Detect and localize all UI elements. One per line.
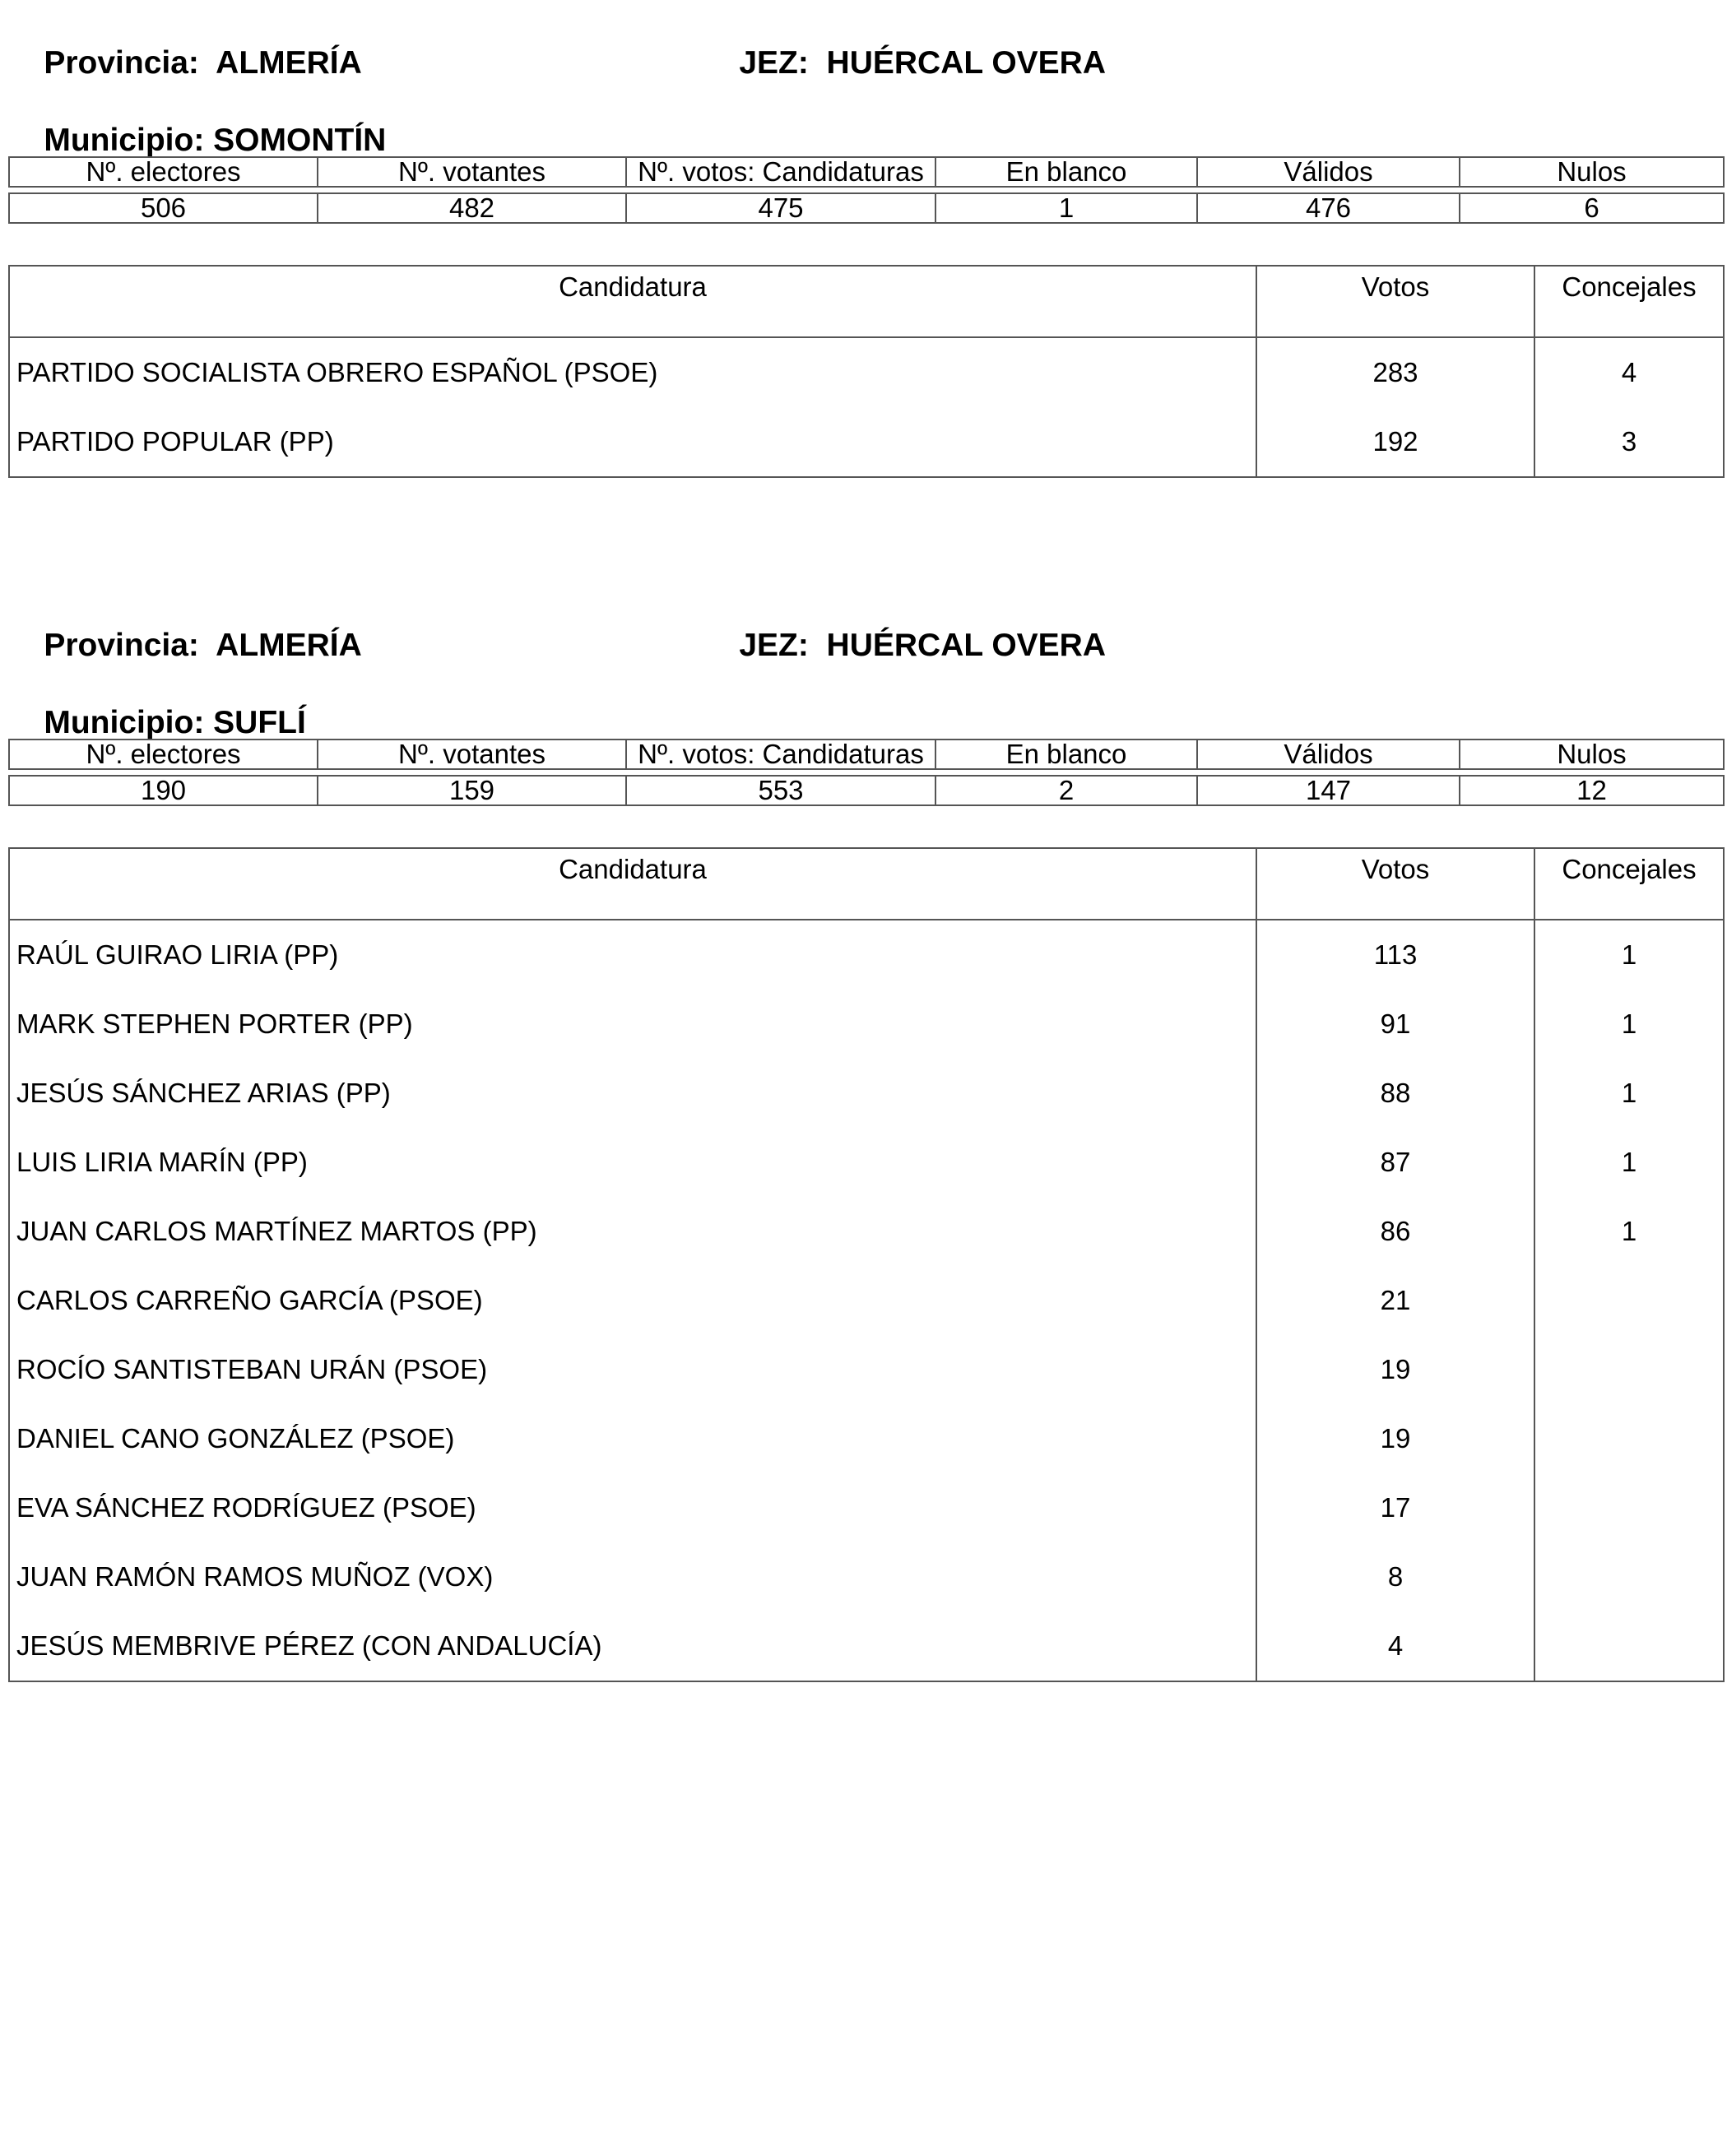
candidate-votes: 4 <box>1256 1611 1534 1681</box>
stat-votantes: 159 <box>318 776 626 805</box>
candidate-votes: 87 <box>1256 1128 1534 1197</box>
candidate-seats <box>1534 1266 1724 1335</box>
stats-value-row <box>9 776 1724 805</box>
stat-header-validos: Válidos <box>1197 157 1460 187</box>
stat-header-en-blanco: En blanco <box>935 157 1197 187</box>
candidate-name: JESÚS SÁNCHEZ ARIAS (PP) <box>9 1059 1256 1128</box>
provincia-value: ALMERÍA <box>216 45 362 81</box>
result-row <box>9 1197 1724 1266</box>
municipio-value: SOMONTÍN <box>213 123 387 158</box>
result-row <box>9 1542 1724 1611</box>
jez-heading <box>703 7 1106 120</box>
provincia-label: Provincia: <box>44 628 199 663</box>
stats-table <box>8 156 1725 224</box>
stat-votantes: 482 <box>318 193 626 223</box>
stat-header-en-blanco: En blanco <box>935 740 1197 769</box>
candidate-name: DANIEL CANO GONZÁLEZ (PSOE) <box>9 1404 1256 1473</box>
candidate-name: MARK STEPHEN PORTER (PP) <box>9 990 1256 1059</box>
stats-table <box>8 739 1725 806</box>
provincia-value: ALMERÍA <box>216 628 362 663</box>
stat-en-blanco: 2 <box>935 776 1197 805</box>
candidate-votes: 86 <box>1256 1197 1534 1266</box>
stat-nulos: 6 <box>1460 193 1724 223</box>
candidate-votes: 91 <box>1256 990 1534 1059</box>
candidate-votes: 88 <box>1256 1059 1534 1128</box>
stats-value-row <box>9 193 1724 223</box>
stat-header-validos: Válidos <box>1197 740 1460 769</box>
candidate-seats: 1 <box>1534 920 1724 990</box>
candidate-seats: 3 <box>1534 407 1724 477</box>
jez-value: HUÉRCAL OVERA <box>826 628 1107 663</box>
header-concejales: Concejales <box>1534 848 1724 920</box>
candidate-name: CARLOS CARREÑO GARCÍA (PSOE) <box>9 1266 1256 1335</box>
candidate-name: JESÚS MEMBRIVE PÉREZ (CON ANDALUCÍA) <box>9 1611 1256 1681</box>
candidate-name: ROCÍO SANTISTEBAN URÁN (PSOE) <box>9 1335 1256 1404</box>
municipio-label: Municipio: <box>44 123 205 158</box>
stats-header-row <box>9 157 1724 187</box>
candidate-votes: 21 <box>1256 1266 1534 1335</box>
candidate-seats <box>1534 1335 1724 1404</box>
stat-header-electores: Nº. electores <box>9 157 318 187</box>
candidate-seats <box>1534 1473 1724 1542</box>
candidate-name: PARTIDO SOCIALISTA OBRERO ESPAÑOL (PSOE) <box>9 337 1256 407</box>
results-table <box>8 847 1725 1682</box>
candidate-name: RAÚL GUIRAO LIRIA (PP) <box>9 920 1256 990</box>
candidate-votes: 8 <box>1256 1542 1534 1611</box>
stat-header-votos-candidaturas: Nº. votos: Candidaturas <box>626 740 935 769</box>
candidate-name: JUAN CARLOS MARTÍNEZ MARTOS (PP) <box>9 1197 1256 1266</box>
candidate-name: EVA SÁNCHEZ RODRÍGUEZ (PSOE) <box>9 1473 1256 1542</box>
result-row <box>9 990 1724 1059</box>
candidate-seats <box>1534 1611 1724 1681</box>
result-row <box>9 407 1724 477</box>
candidate-name: PARTIDO POPULAR (PP) <box>9 407 1256 477</box>
result-row <box>9 1473 1724 1542</box>
candidate-seats: 4 <box>1534 337 1724 407</box>
jez-heading <box>703 589 1106 702</box>
candidate-votes: 192 <box>1256 407 1534 477</box>
stat-votos-candidaturas: 475 <box>626 193 935 223</box>
results-header-row <box>9 266 1724 337</box>
municipio-label: Municipio: <box>44 705 205 740</box>
municipio-value: SUFLÍ <box>213 705 306 740</box>
header-candidatura: Candidatura <box>9 848 1256 920</box>
stat-header-votos-candidaturas: Nº. votos: Candidaturas <box>626 157 935 187</box>
candidate-seats: 1 <box>1534 1197 1724 1266</box>
result-row <box>9 1611 1724 1681</box>
candidate-name: LUIS LIRIA MARÍN (PP) <box>9 1128 1256 1197</box>
results-table <box>8 265 1725 478</box>
stat-electores: 190 <box>9 776 318 805</box>
stat-electores: 506 <box>9 193 318 223</box>
stat-header-electores: Nº. electores <box>9 740 318 769</box>
candidate-votes: 19 <box>1256 1335 1534 1404</box>
candidate-name: JUAN RAMÓN RAMOS MUÑOZ (VOX) <box>9 1542 1256 1611</box>
result-row <box>9 1404 1724 1473</box>
jez-label: JEZ: <box>739 45 809 81</box>
result-row <box>9 920 1724 990</box>
jez-value: HUÉRCAL OVERA <box>826 45 1107 81</box>
result-row <box>9 337 1724 407</box>
stats-header-row <box>9 740 1724 769</box>
stat-validos: 476 <box>1197 193 1460 223</box>
result-row <box>9 1128 1724 1197</box>
candidate-seats <box>1534 1542 1724 1611</box>
jez-label: JEZ: <box>739 628 809 663</box>
candidate-votes: 283 <box>1256 337 1534 407</box>
header-candidatura: Candidatura <box>9 266 1256 337</box>
candidate-seats: 1 <box>1534 990 1724 1059</box>
candidate-votes: 19 <box>1256 1404 1534 1473</box>
stat-header-votantes: Nº. votantes <box>318 157 626 187</box>
result-row <box>9 1059 1724 1128</box>
candidate-votes: 17 <box>1256 1473 1534 1542</box>
stat-nulos: 12 <box>1460 776 1724 805</box>
candidate-seats: 1 <box>1534 1059 1724 1128</box>
stat-en-blanco: 1 <box>935 193 1197 223</box>
header-votos: Votos <box>1256 266 1534 337</box>
results-header-row <box>9 848 1724 920</box>
result-row <box>9 1266 1724 1335</box>
stat-votos-candidaturas: 553 <box>626 776 935 805</box>
stat-header-nulos: Nulos <box>1460 157 1724 187</box>
header-concejales: Concejales <box>1534 266 1724 337</box>
stat-header-nulos: Nulos <box>1460 740 1724 769</box>
stat-header-votantes: Nº. votantes <box>318 740 626 769</box>
header-votos: Votos <box>1256 848 1534 920</box>
result-row <box>9 1335 1724 1404</box>
candidate-seats: 1 <box>1534 1128 1724 1197</box>
candidate-votes: 113 <box>1256 920 1534 990</box>
stat-validos: 147 <box>1197 776 1460 805</box>
provincia-label: Provincia: <box>44 45 199 81</box>
candidate-seats <box>1534 1404 1724 1473</box>
